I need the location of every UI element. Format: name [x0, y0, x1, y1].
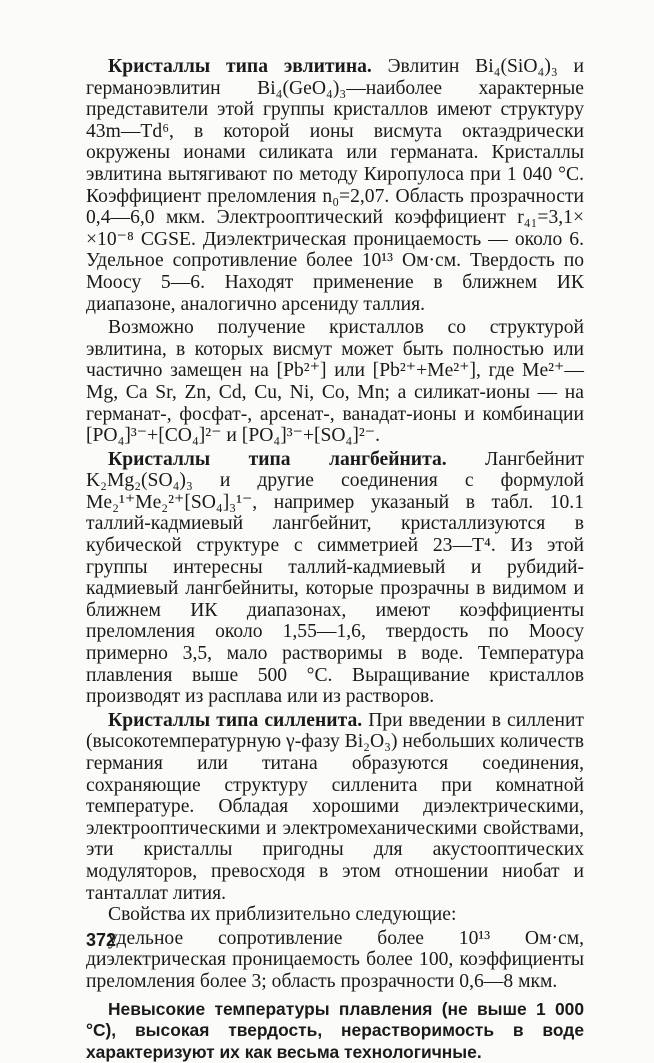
paragraph-text: Возможно получение кристаллов со структурой эвлитина, в которых висмут может быть полностью или частично замещен на [Pb²⁺] или [Pb²⁺+Me²⁺], где Me²⁺— Mg, Ca Sr, Zn, Cd, Cu, Ni, Co, Mn; а силикат-ионы — на германат-, фосфат-, арсенат-, ванадат-ионы и комбинации [PO₄]³⁻+[CO₄]²⁻ и [PO₄]³⁻+[SO₄]²⁻.: [86, 317, 584, 447]
page-number: 372: [86, 930, 117, 950]
paragraph-langbeinite: [86, 449, 584, 708]
paragraph-properties-list: [86, 928, 584, 993]
page-body: [86, 56, 584, 1063]
paragraph-text: Свойства их приблизительно следующие:: [108, 904, 457, 926]
paragraph-eulytite: [86, 56, 584, 315]
paragraph-lead: Кристаллы типа лангбейнита.: [108, 448, 447, 470]
paragraph-properties-intro: [86, 904, 584, 926]
paragraph-substitution: [86, 317, 584, 447]
paragraph-lead: Кристаллы типа силленита.: [108, 709, 363, 731]
paragraph-conclusion: [86, 999, 584, 1063]
paragraph-text: Невысокие температуры плавления (не выше 1 000 °С), высокая твердость, нерастворимость в воде характеризуют их как весьма технологичные.: [86, 998, 584, 1062]
paragraph-lead: Кристаллы типа эвлитина.: [108, 56, 372, 77]
paragraph-text: При введении в силленит (высокотемпературную γ-фазу Bi₂O₃) небольших количеств германия или титана образуются соединения, сохраняющие структуру силленита при комнатной температуре. Обладая хорошими диэлектрическими, электрооптическими и электромеханическими свойствами, эти кристаллы пригодны для акустооптических модуляторов, превосходя в этом отношении ниобат и танталлат лития.: [86, 709, 584, 904]
paragraph-text: Эвлитин Bi₄(SiO₄)₃ и германоэвлитин Bi₄(GeO₄)₃—наиболее характерные представители этой группы кристаллов имеют структуру 43m—Td⁶, в которой ионы висмута октаэдрически окружены ионами силиката или германата. Кристаллы эвлитина вытягивают по методу Киропулоса при 1 040 °С. Коэффициент преломления n₀=2,07. Область прозрачности 0,4—6,0 мкм. Электрооптический коэффициент r₄₁=3,1× ×10⁻⁸ CGSE. Диэлектрическая проницаемость — около 6. Удельное сопротивление более 10¹³ Ом·см. Твердость по Моосу 5—6. Находят применение в ближнем ИК диапазоне, аналогично арсениду таллия.: [86, 56, 585, 315]
paragraph-sillenite: [86, 710, 584, 904]
paragraph-text: Лангбейнит K₂Mg₂(SO₄)₃ и другие соединения с формулой Me₂¹⁺Me₂²⁺[SO₄]₃¹⁻, например указаный в табл. 10.1 таллий-кадмиевый лангбейнит, кристаллизуются в кубической структуре с симметрией 23—T⁴. Из этой группы интересны таллий-кадмиевый и рубидий-кадмиевый лангбейниты, которые прозрачны в видимом и ближнем ИК диапазонах, имеют коэффициенты преломления около 1,55—1,6, твердость по Моосу примерно 3,5, мало растворимы в воде. Температура плавления выше 500 °С. Выращивание кристаллов производят из расплава или из растворов.: [86, 448, 584, 708]
paragraph-text: удельное сопротивление более 10¹³ Ом·см, диэлектрическая проницаемость более 100, коэффициенты преломления более 3; область прозрачности 0,6—8 мкм.: [86, 927, 584, 992]
